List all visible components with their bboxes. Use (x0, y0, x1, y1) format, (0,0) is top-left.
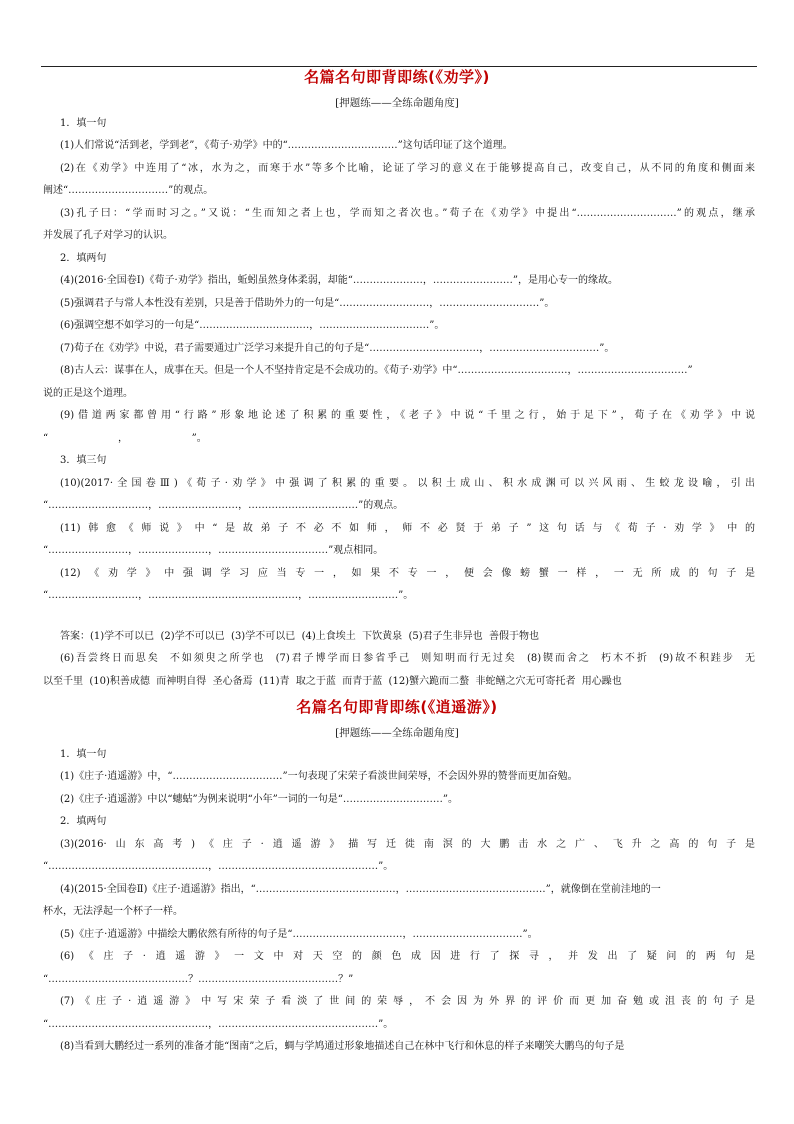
question-line: (12)《劝学》中强调学习应当专一，如果不专一，便会像螃蟹一样，一无所成的句子是 (60, 568, 755, 579)
question-line: “………………………，………………………………………，………………………”。 (43, 590, 414, 601)
question-line: (8)古人云：谋事在人，成事在天。但是一个人不坚持肯定是不会成功的。《荀子·劝学》中“……………………………，……………………………” (60, 365, 693, 376)
answer-line: 以至千里 (10)积善成德 而神明自得 圣心备焉 (11)青 取之于蓝 而青于蓝 (12)蟹六跪而二螯 非蛇鳝之穴无可寄托者 用心躁也 (43, 676, 622, 687)
answer-line: 答案：(1)学不可以已 (2)学不可以已 (3)学不可以已 (4)上食埃土 下饮黄泉 (5)君子生非异也 善假于物也 (60, 631, 539, 642)
heading-fill-three: 3．填三句 (60, 455, 107, 466)
question-line: (2)在《劝学》中连用了“冰，水为之，而寒于水”等多个比喻，论证了学习的意义在于能够提高自己，改变自己，从不同的角度和侧面来 (60, 163, 755, 174)
question-line: “…………………………………………，…………………………………………”。 (43, 1019, 394, 1030)
question-line: (4)(2015·全国卷Ⅱ)《庄子·逍遥游》指出，“……………………………………，……………………………………”，就像倒在堂前洼地的一 (60, 884, 661, 895)
question-line: (1)《庄子·逍遥游》中，“……………………………”一句表现了宋荣子看淡世间荣辱，不会因外界的赞誉而更加奋勉。 (60, 771, 578, 782)
question-line: (5)《庄子·逍遥游》中描绘大鹏依然有所待的句子是“……………………………，……………………………”。 (60, 929, 538, 940)
question-line: 说的正是这个道理。 (43, 388, 133, 399)
question-line: (7)《庄子·逍遥游》中写宋荣子看淡了世间的荣辱，不会因为外界的评价而更加奋勉或沮丧的句子是 (60, 996, 755, 1007)
question-line: “…………………………………………，…………………………………………”。 (43, 861, 394, 872)
section-title: 名篇名句即背即练(《逍遥游》) (296, 698, 498, 716)
question-line: (9)借道两家都曾用“行路”形象地论述了积累的重要性，《老子》中说“千里之行，始于足下”，荀子在《劝学》中说 (60, 410, 755, 421)
question-line: “……………………………………？……………………………………？” (43, 974, 354, 985)
question-line: “……………………，…………………，……………………………”观点相同。 (43, 545, 384, 556)
heading-fill-two: 2．填两句 (60, 253, 107, 264)
section-subtitle: [押题练——全练命题角度] (335, 97, 459, 109)
heading-fill-one: 1．填一句 (60, 118, 107, 129)
question-line: 并发展了孔子对学习的认识。 (43, 230, 173, 241)
question-line: (1)人们常说“活到老，学到老”，《荀子·劝学》中的“……………………………”这句话印证了这个道理。 (60, 140, 513, 151)
heading-fill-two: 2．填两句 (60, 816, 107, 827)
section-subtitle: [押题练——全练命题角度] (335, 727, 459, 739)
question-line: “ ， ”。 (43, 433, 207, 444)
question-line: (10)(2017·全国卷Ⅲ)《荀子·劝学》中强调了积累的重要。以积土成山、积水成渊可以兴风雨、生蛟龙设喻，引出 (60, 478, 755, 489)
question-line: (7)荀子在《劝学》中说，君子需要通过广泛学习来提升自己的句子是“……………………………，……………………………”。 (60, 343, 615, 354)
heading-fill-one: 1．填一句 (60, 749, 107, 760)
answer-line: (6)吾尝终日而思矣 不如须臾之所学也 (7)君子博学而日参省乎己 则知明而行无过矣 (8)锲而舍之 朽木不折 (9)故不积跬步 无 (60, 653, 755, 664)
question-line: (3)(2016·山东高考)《庄子·逍遥游》描写迁徙南溟的大鹏击水之广、飞升之高的句子是 (60, 839, 755, 850)
question-line: (4)(2016·全国卷Ⅰ)《荀子·劝学》指出，蚯蚓虽然身体柔弱，却能“…………………，……………………”，是用心专一的缘故。 (60, 275, 618, 286)
question-line: 阐述“…………………………”的观点。 (43, 185, 214, 196)
question-line: (11)韩愈《师说》中“是故弟子不必不如师，师不必贤于弟子”这句话与《荀子·劝学》中的 (60, 523, 755, 534)
question-line: (2)《庄子·逍遥游》中以“蟪蛄”为例来说明“小年”一词的一句是“…………………………”。 (60, 794, 459, 805)
question-line: (5)强调君子与常人本性没有差别，只是善于借助外力的一句是“………………………，…………………………”。 (60, 298, 555, 309)
question-line: (6)《庄子·逍遥游》一文中对天空的颜色成因进行了探寻，并发出了疑问的两句是 (60, 951, 755, 962)
question-line: 杯水，无法浮起一个杯子一样。 (43, 906, 183, 917)
question-line: (3)孔子曰：“学而时习之。”又说：“生而知之者上也，学而知之者次也。”荀子在《劝学》中提出“…………………………”的观点，继承 (60, 208, 755, 219)
question-line: (6)强调空想不如学习的一句是“……………………………，……………………………”。 (60, 320, 445, 331)
question-line: (8)当看到大鹏经过一系列的准备才能“图南”之后，蜩与学鸠通过形象地描述自己在林中飞行和休息的样子来嘲笑大鹏鸟的句子是 (60, 1041, 625, 1052)
section-title: 名篇名句即背即练(《劝学》) (304, 68, 490, 86)
question-line: “…………………………，……………………，……………………………”的观点。 (43, 500, 404, 511)
